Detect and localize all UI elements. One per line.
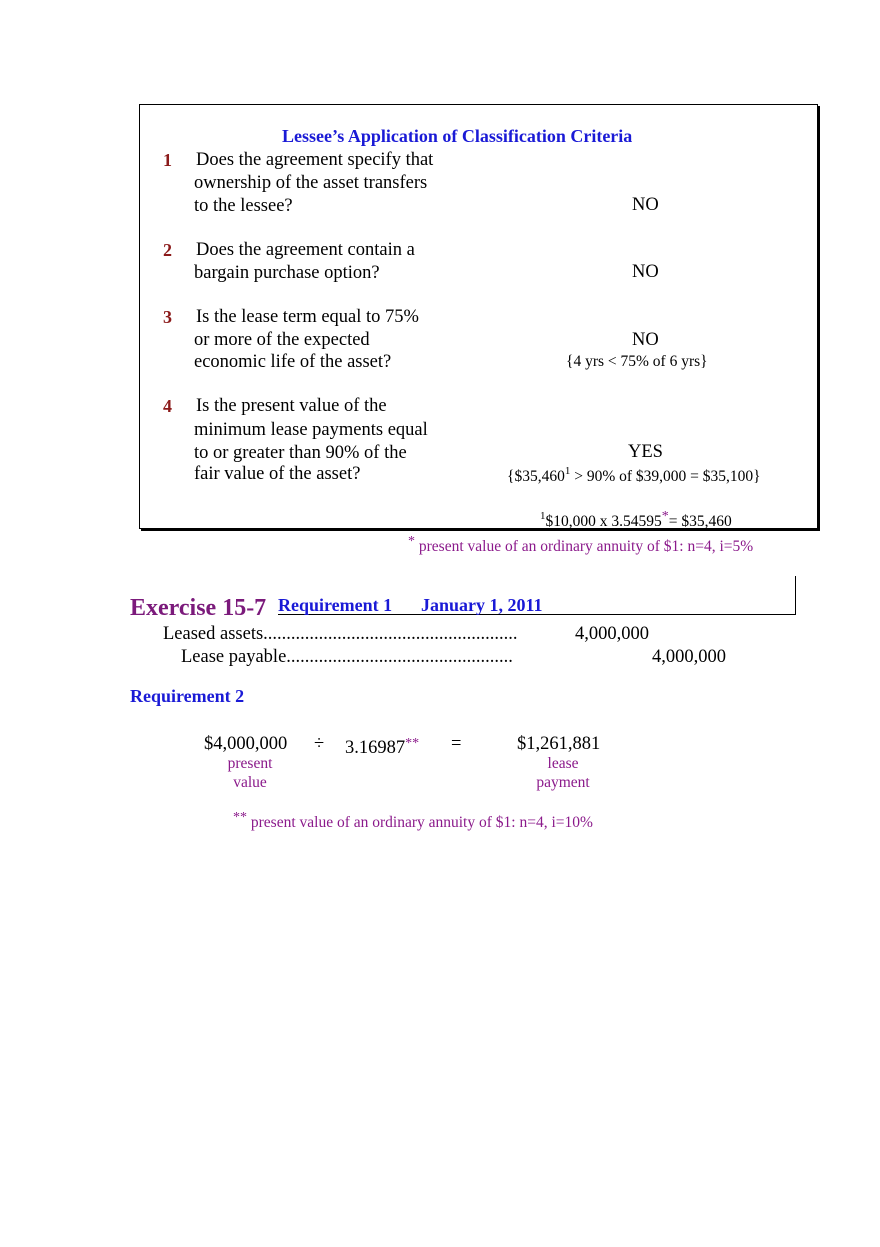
criteria-title: Lessee’s Application of Classification Criteria	[282, 126, 633, 146]
annuity-factor-star: **	[405, 736, 420, 751]
calc-expression: $10,000 x 3.54595	[545, 513, 662, 530]
entry-account-debit: Leased assets.......................................................	[163, 624, 518, 644]
criterion-3-answer: NO	[632, 330, 659, 350]
footnote-text-2: present value of an ordinary annuity of $1: n=4, i=10%	[247, 814, 593, 831]
criterion-2-line-2: bargain purchase option?	[194, 263, 380, 283]
entry-account-credit: Lease payable.................................................	[181, 647, 513, 667]
calc-star-marker: *	[661, 509, 669, 524]
requirement-2-label: Requirement 2	[130, 686, 245, 706]
criterion-4-line-2: minimum lease payments equal	[194, 420, 428, 440]
header-right-rule	[795, 576, 796, 615]
criterion-4-note-comparison: > 90% of $39,000 = $35,100}	[570, 468, 761, 485]
criterion-1-line-2: ownership of the asset transfers	[194, 173, 428, 193]
annuity-factor-value: 3.16987	[345, 738, 406, 758]
pv-calculation	[540, 509, 732, 531]
criterion-2-answer: NO	[632, 262, 659, 282]
criterion-4-line-3: to or greater than 90% of the	[194, 443, 407, 463]
footnote-marker: 1	[564, 465, 571, 477]
equals-sign: =	[451, 734, 462, 754]
criterion-1-line-1: Does the agreement specify that	[196, 150, 434, 170]
criterion-4-note	[507, 465, 761, 486]
criterion-2-line-1: Does the agreement contain a	[196, 240, 415, 260]
pv-label-line-1: present	[227, 755, 273, 772]
criterion-3-note: {4 yrs < 75% of 6 yrs}	[566, 353, 708, 370]
footnote-star: *	[408, 534, 415, 549]
criterion-4-answer: YES	[628, 442, 663, 462]
lease-payment-amount: $1,261,881	[517, 734, 601, 754]
annuity-factor	[345, 733, 419, 760]
criterion-1-line-3: to the lessee?	[194, 196, 293, 216]
calc-result: = $35,460	[668, 513, 732, 530]
criterion-number-4: 4	[163, 396, 172, 416]
pv-label-line-2: value	[233, 774, 267, 791]
criterion-4-note-value: {$35,460	[507, 468, 565, 485]
footnote-text: present value of an ordinary annuity of $1: n=4, i=5%	[415, 538, 754, 555]
requirement-1-date: January 1, 2011	[421, 595, 543, 615]
criteria-footnote	[408, 534, 753, 556]
criterion-number-2: 2	[163, 240, 172, 260]
criterion-3-line-3: economic life of the asset?	[194, 352, 392, 372]
divide-sign: ÷	[314, 734, 325, 754]
criterion-4-line-4: fair value of the asset?	[194, 464, 361, 484]
exercise-title: Exercise 15-7	[130, 595, 267, 621]
criterion-number-1: 1	[163, 150, 172, 170]
entry-debit-amount: 4,000,000	[575, 624, 649, 644]
requirement-2-footnote	[233, 810, 593, 832]
criterion-3-line-2: or more of the expected	[194, 330, 370, 350]
requirement-1-label: Requirement 1	[278, 595, 393, 615]
present-value-amount: $4,000,000	[204, 734, 288, 754]
payment-label-line-1: lease	[547, 755, 579, 772]
entry-credit-amount: 4,000,000	[652, 647, 726, 667]
criterion-number-3: 3	[163, 307, 172, 327]
criterion-1-answer: NO	[632, 195, 659, 215]
payment-label-line-2: payment	[536, 774, 590, 791]
calc-footnote-marker: 1	[540, 510, 546, 522]
criterion-4-line-1: Is the present value of the	[196, 396, 387, 416]
footnote-double-star: **	[233, 810, 247, 825]
criterion-3-line-1: Is the lease term equal to 75%	[196, 307, 419, 327]
